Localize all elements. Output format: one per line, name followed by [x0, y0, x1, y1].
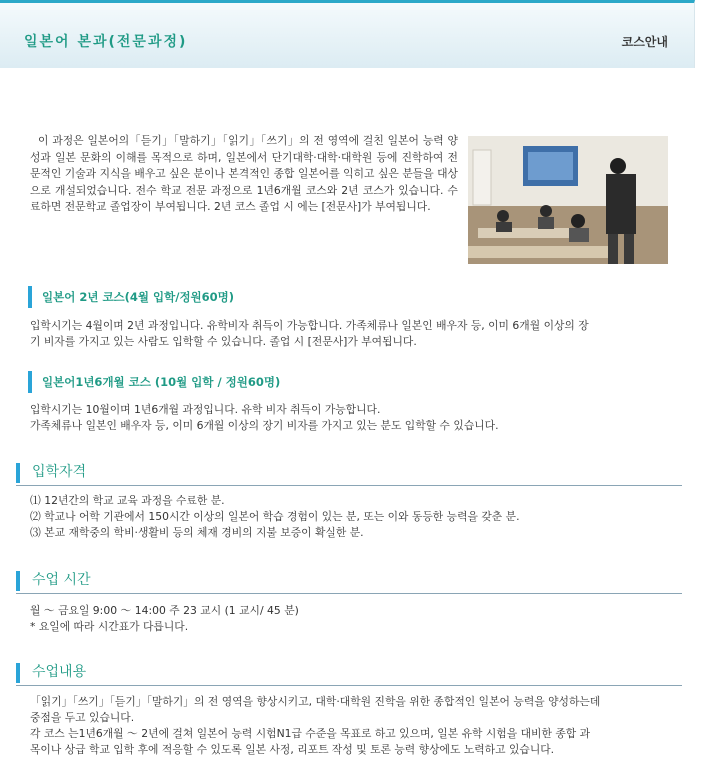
- course-18month-line: 입학시기는 10월이며 1년6개월 과정입니다. 유학 비자 취득이 가능합니다.: [30, 403, 381, 416]
- section-marker: [16, 663, 20, 683]
- section-content-title: 수업내용: [32, 664, 87, 680]
- admission-list: [30, 493, 690, 541]
- section-class-time: [16, 569, 682, 594]
- class-time-info: [30, 603, 690, 635]
- course-18month-heading: 일본어1년6개월 코스 (10월 입학 / 정원60명): [28, 371, 280, 393]
- course-2year-line: 기 비자를 가지고 있는 사람도 입학할 수 있습니다. 졸업 시 [전문사]가 부여됩니다.: [30, 335, 417, 348]
- class-time-line: 월 〜 금요일 9:00 〜 14:00 주 23 교시 (1 교시/ 45 분): [30, 604, 299, 617]
- class-time-note: * 요일에 따라 시간표가 다릅니다.: [30, 620, 189, 633]
- intro-text: [30, 133, 458, 216]
- content-line: 「읽기」「쓰기」「듣기」「말하기」의 전 영역을 향상시키고, 대학·대학원 진학을 위한 종합적인 일본어 능력을 양성하는데: [30, 695, 601, 708]
- content-line: 각 코스 는1년6개월 〜 2년에 걸쳐 일본어 능력 시험N1급 수준을 목표로 하고 있으며, 일본 유학 시험을 대비한 종합 과: [30, 727, 591, 740]
- section-content: [16, 661, 682, 686]
- intro-paragraph: 이 과정은 일본어의「듣기」「말하기」「읽기」「쓰기」의 전 영역에 걸친 일본어 능력 양성과 일본 문화의 이해를 목적으로 하며, 일본에서 단기대학·대학·대학원 등에 진학하여 전문적인 기술과 지식을 배우고 싶은 분이나 본격적인 종합 일본어를 익히고 싶은 분들을 대상으로 개설되었습니다. 전수 학교 전문 과정으로 1년6개월 코스와 2년 코스가 있습니다. 수료하면 전문학교 졸업장이 부여됩니다. 2년 코스 졸업 시 에는 [전문사]가 부여됩니다.: [30, 134, 458, 213]
- course-18month-line: 가족체류나 일본인 배우자 등, 이미 6개월 이상의 장기 비자를 가지고 있는 분도 입학할 수 있습니다.: [30, 419, 499, 432]
- page-title: 일본어 본과(전문과정): [24, 34, 188, 50]
- course-18month-description: [30, 402, 690, 434]
- content-line: 중점을 두고 있습니다.: [30, 711, 135, 724]
- section-class-time-title: 수업 시간: [32, 572, 91, 588]
- admission-item: ⑶ 본교 재학중의 학비·생활비 등의 체재 경비의 지불 보증이 확실한 분.: [30, 526, 364, 539]
- page-header: [0, 0, 695, 68]
- course-2year-line: 입학시기는 4월이며 2년 과정입니다. 유학비자 취득이 가능합니다. 가족체류나 일본인 배우자 등, 이미 6개월 이상의 장: [30, 319, 589, 332]
- classroom-photo: [468, 136, 668, 264]
- breadcrumb: 코스안내: [621, 35, 668, 49]
- course-2year-heading: 일본어 2년 코스(4월 입학/정원60명): [28, 286, 234, 308]
- section-marker: [16, 463, 20, 483]
- section-admission-title: 입학자격: [32, 464, 87, 480]
- admission-item: ⑴ 12년간의 학교 교육 과정을 수료한 분.: [30, 494, 225, 507]
- section-admission: [16, 461, 682, 486]
- admission-item: ⑵ 학교나 어학 기관에서 150시간 이상의 일본어 학습 경험이 있는 분, 또는 이와 동등한 능력을 갖춘 분.: [30, 510, 520, 523]
- content-description: [30, 694, 690, 758]
- content-line: 목이나 상급 학교 입학 후에 적응할 수 있도록 일본 사정, 리포트 작성 및 토론 능력 향상에도 노력하고 있습니다.: [30, 743, 555, 756]
- section-marker: [16, 571, 20, 591]
- course-2year-description: [30, 318, 690, 350]
